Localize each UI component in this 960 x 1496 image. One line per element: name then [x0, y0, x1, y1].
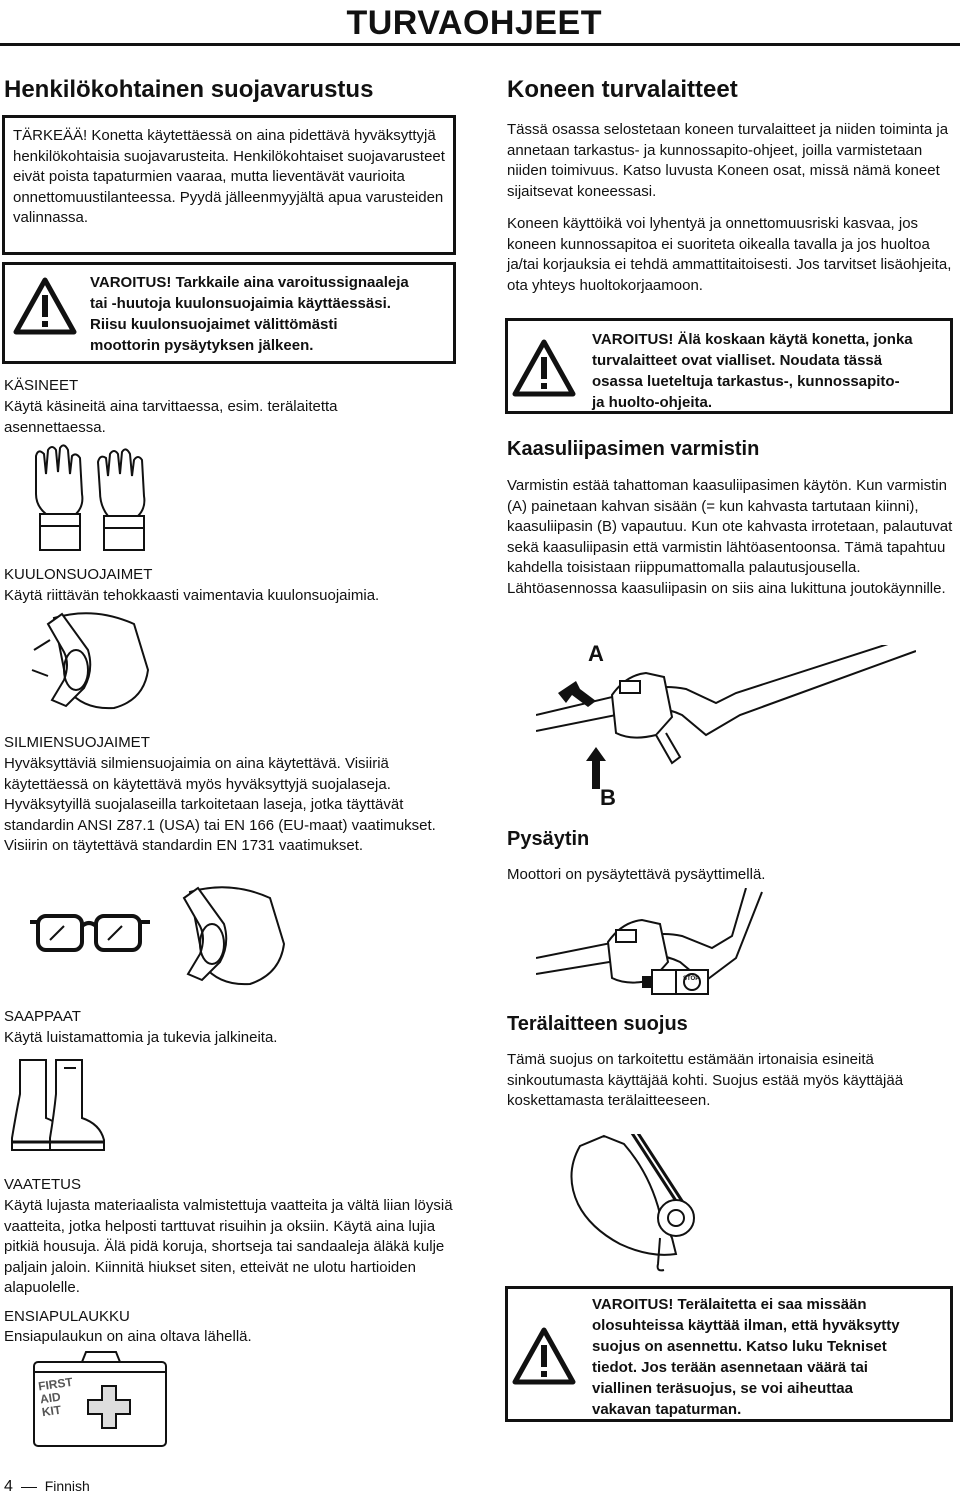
guard-heading: Terälaitteen suojus [507, 1013, 688, 1035]
eyes-text: Hyväksyttäviä silmiensuojaimia on aina käytettävä. Visiiriä käytettäessä on käytettävä myös hyväksyttyjä suojalaseja. Hyväksytyillä suojalaseilla tarkoitetaan laseja, jotka täyttävät standardin ANSI Z87.1 (USA) tai EN 166 (EU-maat) vaatimukset. Visiirin on täytettävä standardin EN 1731 vaatimukset. [4, 755, 436, 854]
warning-triangle-icon [13, 277, 77, 335]
page-title: TURVAOHJEET [346, 4, 602, 42]
right-paragraph-2: Koneen käyttöikä voi lyhentyä ja onnettomuusriski kasvaa, jos koneen kunnossapitoa ei suoriteta oikealla tavalla ja jos huoltoa ja/tai korjauksia ei tehdä ammattitaitoisesti. Jos tarvitset lisäohjeita, ota yhteys huoltokorjaamoon. [507, 215, 952, 294]
stop-text: Moottori on pysäytettävä pysäyttimellä. [507, 866, 766, 883]
right-warning-box-2 [505, 1286, 953, 1422]
guard-text: Tämä suojus on tarkoitettu estämään irtonaisia esineitä sinkoutumasta käyttäjää kohti. Suojus estää myös käyttäjää koskettamasta terälaitteeseen. [507, 1051, 904, 1109]
page-language: Finnish [44, 1478, 90, 1494]
kit-label-3: KIT [40, 1402, 63, 1420]
eyes-title: SILMIENSUOJAIMET [4, 734, 150, 751]
page-footer [4, 1478, 90, 1496]
footer-dash [21, 1487, 37, 1488]
throttle-text: Varmistin estää tahattoman kaasuliipasimen käytön. Kun varmistin (A) painetaan kahvan sisään (= kun kahvasta tartutaan kiinni), kaasuliipasin (B) vapautuu. Kun ote kahvasta irrotetaan, palautuvat sekä kaasuliipasin että varmistin lähtöasentoonsa. Tämä tapahtuu kahdella toisistaan riippumattomalla palautusjousella. Lähtöasennossa kaasuliipasin on siis aina lukittuna joutokäynnille. [507, 477, 953, 597]
left-warning-line4: moottorin pysäytyksen jälkeen. [90, 337, 314, 354]
gloves-illustration [28, 444, 168, 554]
right-warning-box-1 [505, 318, 953, 414]
rubber-boots-illustration [6, 1054, 110, 1154]
left-warning-line2: tai -huutoja kuulonsuojaimia käyttäessäsi. [90, 295, 391, 312]
warning-triangle-icon [512, 1327, 576, 1385]
first-aid-kit-illustration [30, 1350, 172, 1450]
right-warning2-line1: VAROITUS! Terälaitetta ei saa missään [592, 1296, 867, 1313]
left-warning-line3: Riisu kuulonsuojaimet välittömästi [90, 316, 338, 333]
safety-glasses-illustration [28, 908, 152, 954]
left-heading: Henkilökohtainen suojavarustus [4, 76, 374, 103]
right-warning2-line3: suojus on asennettu. Katso luku Tekniset [592, 1338, 887, 1355]
page-number: 4 [4, 1478, 13, 1495]
boots-text: Käytä luistamattomia ja tukevia jalkineita. [4, 1029, 278, 1046]
right-warning2-line2: olosuhteissa käyttää ilman, että hyväksytty [592, 1317, 900, 1334]
left-warning-box [2, 262, 456, 364]
right-warning1-line3: osassa lueteltuja tarkastus-, kunnossapito- [592, 373, 900, 390]
stop-switch-illustration [536, 888, 916, 998]
label-b: B [600, 785, 616, 810]
right-warning2-line4: tiedot. Jos terään asennetaan väärä tai [592, 1359, 868, 1376]
right-warning1-line1: VAROITUS! Älä koskaan käytä konetta, jonka [592, 331, 913, 348]
right-warning2-line6: vakavan tapaturman. [592, 1401, 742, 1418]
blade-guard-illustration [560, 1134, 710, 1274]
hearing-text: Käytä riittävän tehokkaasti vaimentavia kuulonsuojaimia. [4, 587, 380, 604]
firstaid-title: ENSIAPULAUKKU [4, 1308, 130, 1325]
throttle-heading: Kaasuliipasimen varmistin [507, 438, 760, 460]
throttle-handle-illustration [536, 641, 916, 810]
warning-triangle-icon [512, 339, 576, 397]
important-text: TÄRKEÄÄ! Konetta käytettäessä on aina pidettävä hyväksyttyjä henkilökohtaisia suojavarusteita. Henkilökohtaiset suojavarusteet eivät poista tapaturmien vaaraa, mutta lieventävät vaurioita onnettomuustilanteessa. Pyydä jälleenmyyjältä apua varusteiden valinnassa. [13, 127, 445, 226]
important-box [2, 115, 456, 255]
kit-label-1: FIRST [37, 1374, 74, 1394]
boots-title: SAAPPAAT [4, 1008, 81, 1025]
hearing-title: KUULONSUOJAIMET [4, 566, 153, 583]
right-warning1-line2: turvalaitteet ovat vialliset. Noudata tässä [592, 352, 883, 369]
label-a: A [588, 641, 604, 666]
right-heading: Koneen turvalaitteet [507, 76, 738, 103]
stop-button-label: STOP [683, 976, 700, 982]
right-paragraph-1: Tässä osassa selostetaan koneen turvalaitteet ja niiden toiminta ja annetaan tarkastus- ja kunnossapito-ohjeet, joilla varmistetaan niiden toimivuus. Katso luvusta Koneen osat, missä nämä koneet sijaitsevat koneessasi. [507, 121, 949, 200]
left-warning-title: VAROITUS! [90, 274, 172, 291]
gloves-title: KÄSINEET [4, 377, 79, 394]
right-warning2-line5: viallinen teräsuojus, se voi aiheuttaa [592, 1380, 853, 1397]
kit-label-2: AID [39, 1389, 62, 1407]
clothing-text: Käytä lujasta materiaalista valmistettuja vaatteita ja vältä liian löysiä vaatteita, jotka helposti tarttuvat risuihin ja oksiin. Käytä aina lujia pitkiä housuja. Älä pidä koruja, shortseja tai sandaaleja äläkä kulje paljain jaloin. Kiinnitä hiukset siten, etteivät ne ulotu hartioiden alapuolelle. [4, 1197, 453, 1296]
clothing-title: VAATETUS [4, 1176, 81, 1193]
header-rule [0, 43, 960, 46]
right-warning1-line4: ja huolto-ohjeita. [592, 394, 712, 411]
helmet-visor-illustration [160, 882, 300, 990]
gloves-text: Käytä käsineitä aina tarvittaessa, esim. terälaitetta asennettaessa. [4, 398, 338, 436]
left-warning-line1: Tarkkaile aina varoitussignaaleja [175, 274, 409, 291]
stop-heading: Pysäytin [507, 828, 590, 850]
ear-protector-visor-illustration [24, 610, 164, 714]
firstaid-text: Ensiapulaukun on aina oltava lähellä. [4, 1328, 252, 1345]
